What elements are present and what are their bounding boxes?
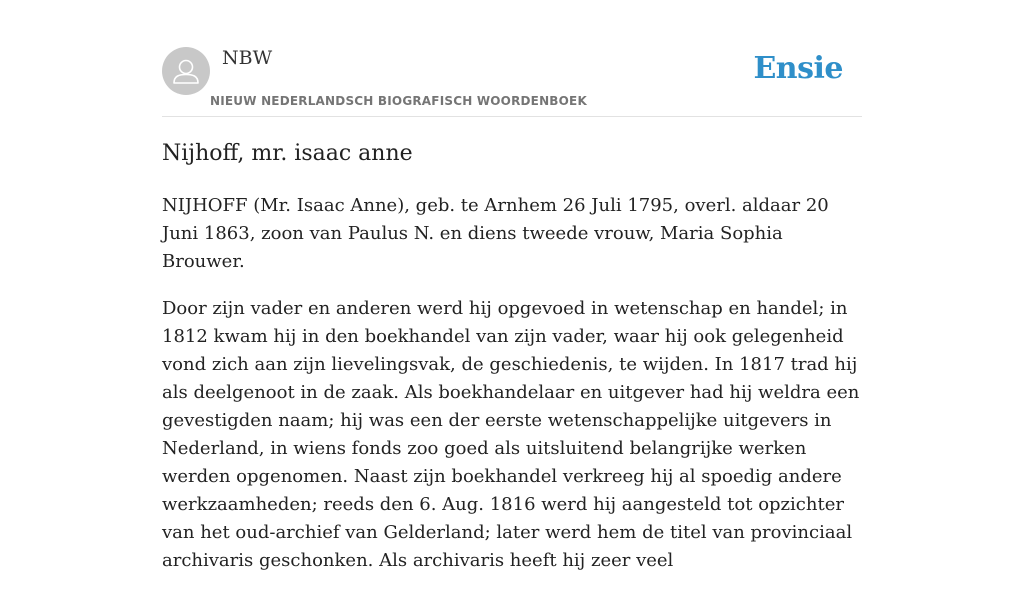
source-full-name: NIEUW NEDERLANDSCH BIOGRAFISCH WOORDENBOEK [210, 94, 587, 108]
article-page [162, 0, 862, 571]
source-header [162, 0, 862, 117]
article-body [162, 192, 862, 594]
user-icon [162, 47, 210, 95]
source-avatar[interactable] [162, 47, 210, 95]
ensie-logo[interactable]: Ensie [753, 51, 843, 86]
article-paragraph: Door zijn vader en anderen werd hij opgevoed in wetenschap en handel; in 1812 kwam hij in den boekhandel van zijn vader, waar hij ook gelegenheid vond zich aan zijn lievelingsvak, de geschiedenis, te wijden. In 1817 trad hij als deelgenoot in de zaak. Als boekhandelaar en uitgever had hij weldra een gevestigden naam; hij was een der eerste wetenschappelijke uitgevers in Nederland, in wiens fonds zoo goed als uitsluitend belangrijke werken werden opgenomen. Naast zijn boekhandel verkreeg hij al spoedig andere werkzaamheden; reeds den 6. Aug. 1816 werd hij aangesteld tot opzichter van het oud-archief van Gelderland; later werd hem de titel van provinciaal archivaris geschonken. Als archivaris heeft hij zeer veel [162, 298, 860, 571]
source-name[interactable]: NBW [222, 47, 273, 69]
article-paragraph: NIJHOFF (Mr. Isaac Anne), geb. te Arnhem 26 Juli 1795, overl. aldaar 20 Juni 1863, zoon van Paulus N. en diens tweede vrouw, Maria Sophia Brouwer. [162, 195, 829, 272]
article-title: Nijhoff, mr. isaac anne [162, 141, 413, 166]
